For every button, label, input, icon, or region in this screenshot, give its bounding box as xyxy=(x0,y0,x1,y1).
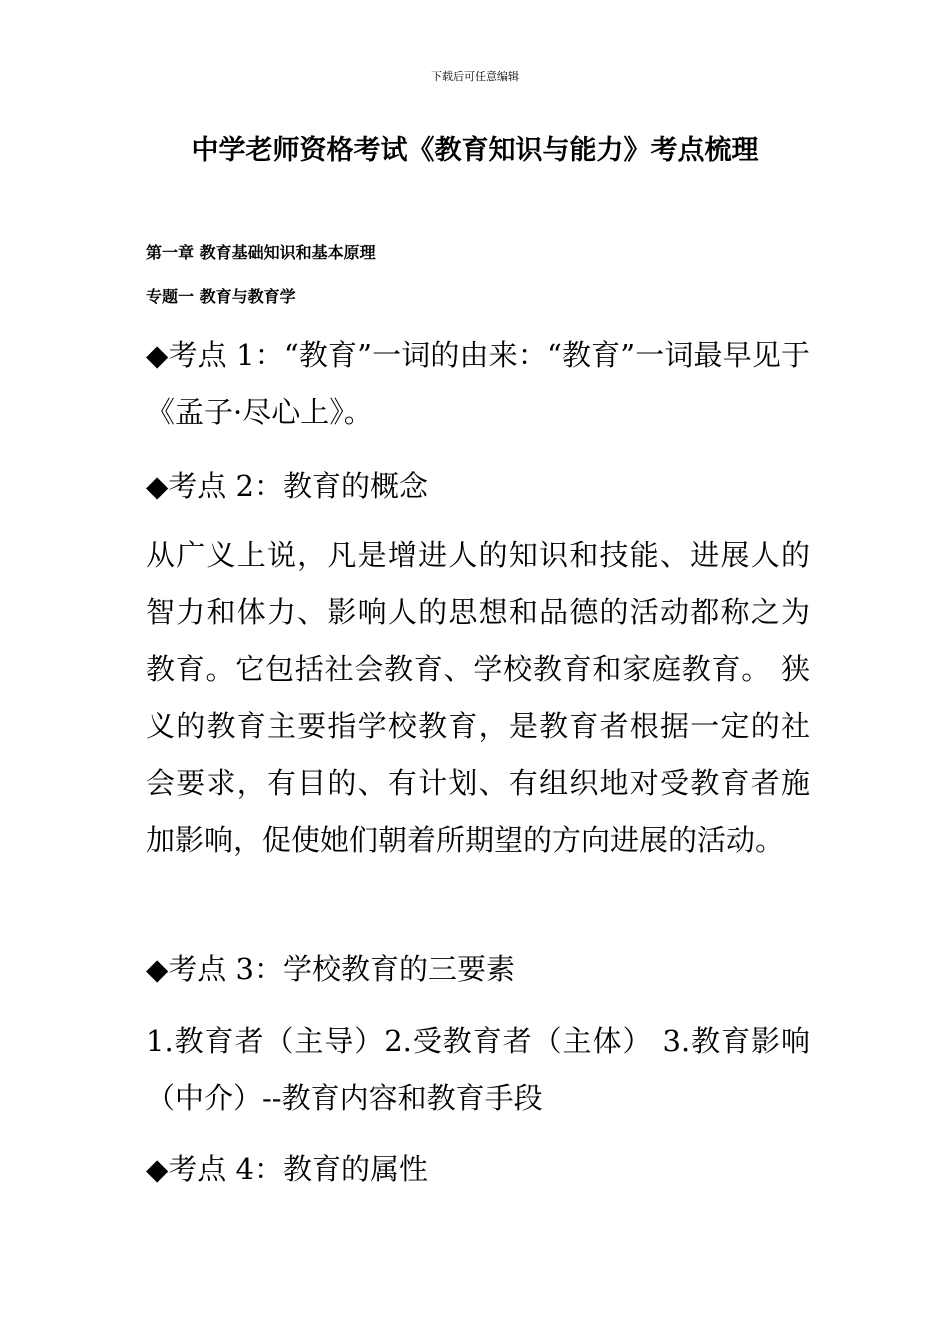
header-note: 下载后可任意编辑 xyxy=(431,70,519,83)
key-point-3-heading xyxy=(146,941,810,998)
key-point-4-title: ◆考点 4：教育的属性 xyxy=(146,1152,428,1186)
key-point-1-text: ◆考点 1：“教育”一词的由来：“教育”一词最早见于《孟子·尽心上》。 xyxy=(146,338,810,429)
education-definition-paragraph: 从广义上说，凡是增进人的知识和技能、进展人的智力和体力、影响人的思想和品德的活动都称之为教育。它包括社会教育、学校教育和家庭教育。 狭义的教育主要指学校教育，是教育者根据一定的社会要求，有目的、有计划、有组织地对受教育者施加影响，促使她们朝着所期望的方向进展的活动。 xyxy=(146,538,810,857)
document-title: 中学老师资格考试《教育知识与能力》考点梳理 xyxy=(191,135,759,166)
key-point-2-body xyxy=(146,527,810,869)
school-education-elements-paragraph: 1.教育者（主导）2.受教育者（主体） 3.教育影响（中介）--教育内容和教育手段 xyxy=(146,1024,810,1115)
key-point-1 xyxy=(146,327,810,441)
key-point-2-title: ◆考点 2：教育的概念 xyxy=(146,469,428,503)
key-point-4-heading xyxy=(146,1141,810,1198)
chapter-heading: 第一章 教育基础知识和基本原理 xyxy=(146,243,376,262)
key-point-3-body xyxy=(146,1013,810,1127)
topic-heading: 专题一 教育与教育学 xyxy=(146,287,296,306)
key-point-2-heading xyxy=(146,458,810,515)
key-point-3-title: ◆考点 3：学校教育的三要素 xyxy=(146,952,515,986)
